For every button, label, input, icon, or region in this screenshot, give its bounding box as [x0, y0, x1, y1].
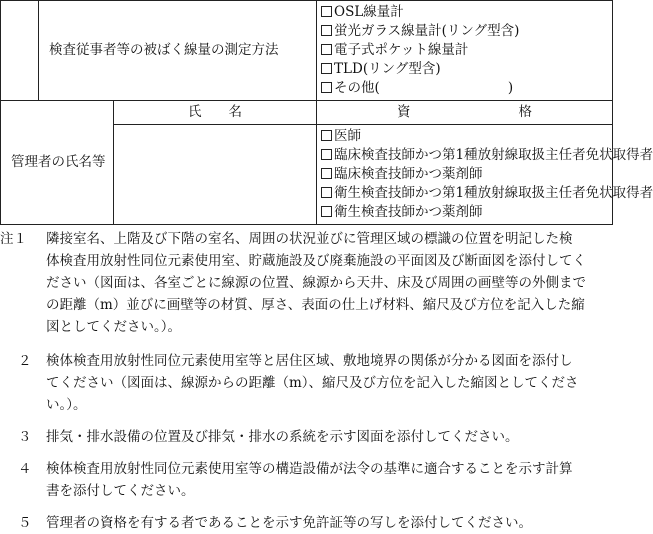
qual-clinical-pharm[interactable]: 臨床検査技師かつ薬剤師 [321, 165, 608, 184]
checkbox[interactable] [321, 187, 332, 198]
note-4 [0, 458, 612, 502]
checkbox[interactable] [321, 168, 332, 179]
checkbox[interactable] [321, 206, 332, 217]
note-line: い。）。 [46, 397, 87, 413]
note-3 [0, 426, 612, 448]
checkbox[interactable] [321, 6, 332, 17]
note-line: 図としてください。）。 [46, 319, 181, 335]
note-line: てください（図面は、線源からの距離（m）、縮尺及び方位を記入した縮図としてくださ [46, 375, 579, 391]
option-osl[interactable]: OSL線量計 [321, 3, 608, 22]
note-line: 隣接室名、上階及び下階の室名、周囲の状況並びに管理区域の標識の位置を明記した検 [46, 231, 573, 247]
option-other[interactable]: その他( ) [321, 79, 608, 98]
note-line: の距離（m）並びに画壁等の材質、厚さ、表面の仕上げ材料、縮尺及び方位を記入した縮 [46, 297, 585, 313]
note-number: ４ [18, 461, 32, 477]
option-glass[interactable]: 蛍光ガラス線量計(リング型含) [321, 22, 608, 41]
option-electronic[interactable]: 電子式ポケット線量計 [321, 41, 608, 60]
qual-doctor[interactable]: 医師 [321, 127, 608, 146]
measure-row [1, 1, 613, 101]
checkbox[interactable] [321, 149, 332, 160]
qual-clinical-rad[interactable]: 臨床検査技師かつ第1種放射線取扱主任者免状取得者 [321, 146, 608, 165]
note-number: 注１ [0, 231, 27, 247]
note-line: ださい（図面は、各室ごとに線源の位置、線源から天井、床及び周囲の画壁等の外側まで [46, 275, 586, 291]
form-table [0, 0, 653, 225]
qualification-options [317, 125, 653, 225]
note-number: ５ [18, 515, 32, 531]
qual-hygiene-rad[interactable]: 衛生検査技師かつ第1種放射線取扱主任者免状取得者 [321, 184, 608, 203]
qualification-column-header: 資 格 [317, 101, 613, 125]
checkbox[interactable] [321, 82, 332, 93]
admin-name-field[interactable] [114, 125, 317, 225]
checkbox[interactable] [321, 63, 332, 74]
note-2 [0, 350, 612, 416]
measure-method-label: 検査従事者等の被ばく線量の測定方法 [39, 1, 317, 101]
qual-hygiene-pharm[interactable]: 衛生検査技師かつ薬剤師 [321, 203, 608, 222]
note-number: ３ [18, 429, 32, 445]
admin-header-row [1, 101, 613, 125]
note-number: ２ [18, 353, 32, 369]
spacer-cell [1, 1, 39, 101]
note-1 [0, 228, 612, 338]
option-tld[interactable]: TLD(リング型含) [321, 60, 608, 79]
name-column-header: 氏 名 [114, 101, 317, 125]
checkbox[interactable] [321, 130, 332, 141]
notes-section [0, 228, 612, 534]
admin-label: 管理者の氏名等 [1, 101, 114, 225]
checkbox[interactable] [321, 25, 332, 36]
note-line: 検体検査用放射性同位元素使用室等の構造設備が法令の基準に適合することを示す計算 [46, 461, 573, 477]
checkbox[interactable] [321, 44, 332, 55]
note-line: 検体検査用放射性同位元素使用室等と居住区域、敷地境界の関係が分かる図面を添付し [46, 353, 573, 369]
note-line: 体検査用放射性同位元素使用室、貯蔵施設及び廃棄施設の平面図及び断面図を添付してく [46, 253, 586, 269]
note-5 [0, 512, 612, 534]
note-line: 書を添付してください。 [46, 483, 195, 499]
note-line: 管理者の資格を有する者であることを示す免許証等の写しを添付してください。 [46, 515, 532, 531]
measure-options [317, 1, 613, 101]
note-line: 排気・排水設備の位置及び排気・排水の系統を示す図面を添付してください。 [46, 429, 519, 445]
